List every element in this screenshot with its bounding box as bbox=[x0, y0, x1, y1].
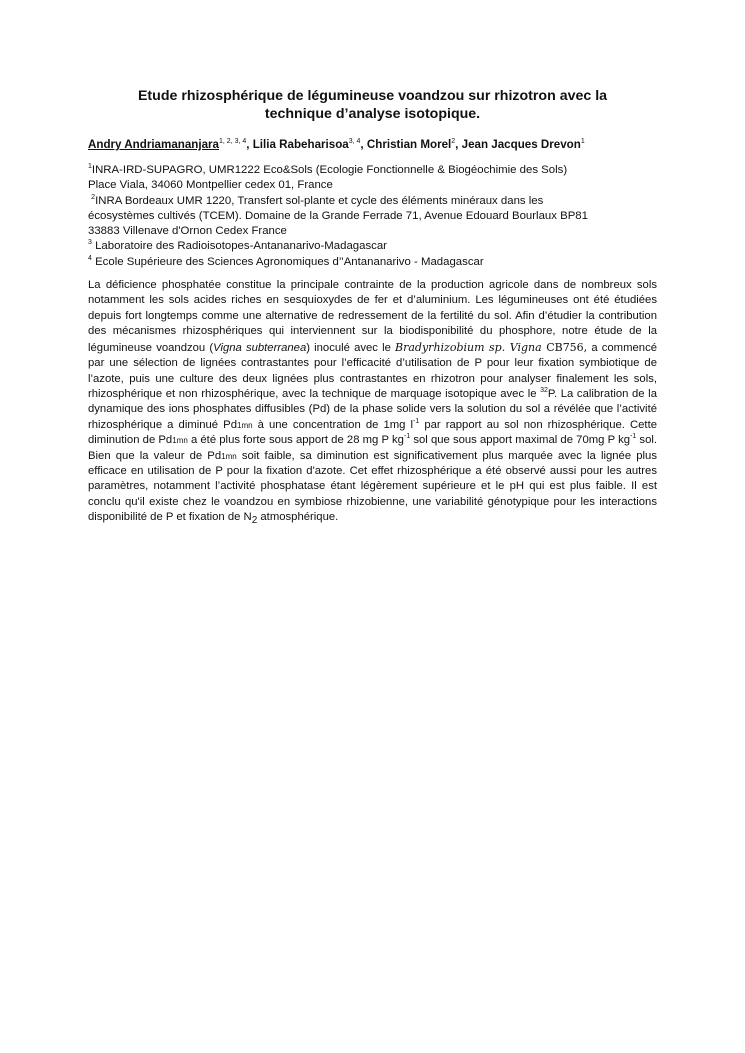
bacteria-name: Bradyrhizobium sp. Vigna bbox=[395, 340, 542, 354]
title-line-1: Etude rhizosphérique de légumineuse voandzou sur rhizotron avec la bbox=[137, 88, 608, 104]
affiliation-1-line-2: Place Viala, 34060 Montpellier cedex 01, France bbox=[88, 179, 333, 192]
affiliation-4: $^4$ Ecole Supérieure des Sciences Agronomiques d’’Antananarivo - Madagascar bbox=[88, 254, 484, 268]
author-1: Andry Andriamananjara bbox=[88, 138, 220, 151]
affiliations bbox=[88, 163, 657, 270]
species-name: Vigna subterranea bbox=[213, 341, 307, 354]
author-3: Christian Morel bbox=[366, 138, 452, 151]
affiliation-2: $^2$INRA Bordeaux UMR 1220, Transfert sol-plante et cycle des éléments minéraux dans les bbox=[91, 193, 544, 207]
author-2: Lilia Rabeharisoa bbox=[252, 138, 349, 151]
author-4-affil: 1 bbox=[580, 138, 585, 146]
author-2-affil: 3, 4 bbox=[348, 138, 361, 146]
affiliation-2-line-3: 33883 Villenave d'Ornon Cedex France bbox=[88, 225, 287, 238]
abstract-paragraph: La déficience phosphatée constitue la principale contrainte de la production agricole dans de nombreux sols notamment les sols acides riches en sesquioxydes de fer et d’aluminium. Les légumineuses ont été étudiées depuis fort longtemps comme une alternative de redressement de la fertilité du sol. Afin d’étudier la contribution des mécanismes rhizosphériques qui interviennent sur la biodisponibilité du phosphore, notre étude de la légumineuse voandzou (Vigna subterranea) inoculé avec le Bradyrhizobium sp. Vigna CB756, a commencé par une sélection de lignées contrastantes pour l’efficacité d’utilisation de P pour leur fixation symbiotique de l’azote, puis une culture des deux lignées plus contrastantes en rhizotron pour analyser finalement les sols, rhizosphérique et non rhizosphérique, avec la technique de marquage isotopique avec le $^{32}$P. La calibration de la dynamique des ions phosphates diffusibles (Pd) de la phase solide vers la solution du sol a révélée que l’activité rhizosphérique a diminué Pd1mn à une concentration de 1mg $l^{-1}$ par rapport au sol non rhizosphérique. Cette diminution de Pd1mn a été plus forte sous apport de 28 mg P $kg^{-1}$ sol que sous apport maximal de 70mg P $kg^{-1}$ sol. Bien que la valeur de Pd1mn soit faible, sa diminution est significativement plus marquée avec la lignée plus efficace en utilisation de P pour la fixation d'azote. Cet effet rhizosphérique a été observé aussi pour les autres paramètres, notamment l’activité phosphatase étant légèrement supérieure et le pH qui est plus faible. Il est conclu qu'il existe chez le voandzou en symbiose rhizobienne, une variabilité génotypique pour les interactions disponibilité de P et fixation de N2 atmosphérique. bbox=[88, 279, 658, 527]
abstract bbox=[88, 278, 657, 529]
paper-title bbox=[88, 87, 657, 123]
affiliation-3: $^3$ Laboratoire des Radioisotopes-Antananarivo-Madagascar bbox=[88, 239, 387, 253]
title-line-2: technique d’analyse isotopique. bbox=[264, 106, 481, 122]
affiliation-2-line-2: écosystèmes cultivés (TCEM). Domaine de la Grande Ferrade 71, Avenue Edouard Bourlaux BP81 bbox=[88, 209, 588, 222]
strain-name: CB756, bbox=[541, 340, 588, 354]
author-3-affil: 2 bbox=[451, 138, 456, 146]
affiliation-1: $^1$INRA-IRD-SUPAGRO, UMR1222 Eco&Sols (Ecologie Fonctionnelle & Biogéochimie des Sols) bbox=[88, 163, 568, 176]
author-1-affil: 1, 2, 3, 4 bbox=[219, 138, 247, 146]
author-4: Jean Jacques Drevon bbox=[461, 138, 581, 151]
author-list: Andry Andriamananjara$^{1, 2, 3, 4}$, Lilia Rabeharisoa$^{3, 4}$, Christian Morel$^2$, Jean Jacques Drevon$^1$ bbox=[88, 138, 585, 151]
document-page bbox=[88, 87, 657, 529]
